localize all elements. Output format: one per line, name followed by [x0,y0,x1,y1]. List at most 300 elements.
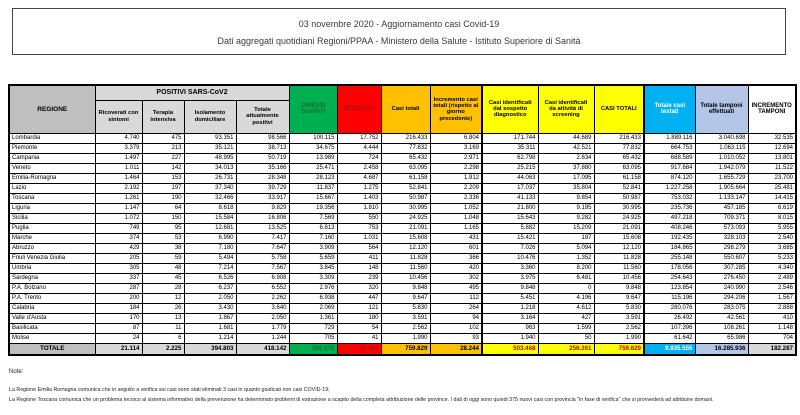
data-cell: 93.351 [184,133,236,143]
data-cell: 3.379 [95,143,142,153]
data-cell: 475 [142,133,184,143]
data-cell: 15.608 [381,233,430,243]
data-cell: 21.091 [594,223,644,233]
header-row-group [9,85,796,100]
data-cell: 2.971 [430,153,482,163]
data-cell: 42.521 [538,143,594,153]
data-cell: 6.237 [184,283,236,293]
data-cell: 115.196 [644,293,695,303]
data-cell: 724 [337,153,381,163]
data-cell: 550 [337,213,381,223]
data-cell: 601 [430,243,482,253]
region-name: Sicilia [9,213,95,223]
table-row [9,233,796,243]
data-cell: 9.854 [538,193,594,203]
data-cell: 171.744 [482,133,538,143]
col-header-deceduti: DECEDUTI [337,85,381,133]
data-cell: 704 [748,333,796,343]
data-cell: 264 [430,303,482,313]
data-cell: 6.990 [184,233,236,243]
data-cell: 50.719 [236,153,289,163]
totale-cell: 503.468 [482,343,538,355]
data-cell: 41.133 [482,193,538,203]
data-cell: 33.917 [236,193,289,203]
col-header-incremento-tamponi: INCREMENTO TAMPONI [748,85,796,133]
data-cell: 280.076 [644,303,695,313]
data-cell: 41 [337,333,381,343]
region-name: Friuli Venezia Giulia [9,253,95,263]
data-cell: 108.261 [695,323,748,333]
table-row [9,243,796,253]
totale-cell: 2.225 [142,343,184,355]
data-cell: 235.736 [644,203,695,213]
data-cell: 38.713 [236,143,289,153]
data-cell: 5.094 [538,243,594,253]
data-cell: 65.432 [381,153,430,163]
data-cell: 17.095 [538,173,594,183]
data-cell: 14.415 [748,193,796,203]
data-cell: 35.804 [538,183,594,193]
data-cell: 3.685 [748,243,796,253]
data-cell: 276.450 [695,273,748,283]
data-cell: 2.489 [748,273,796,283]
data-cell: 2.634 [538,153,594,163]
data-cell: 3.164 [482,313,538,323]
data-cell: 3.360 [482,263,538,273]
data-cell: 2.540 [748,233,796,243]
table-row [9,223,796,233]
data-cell: 2.562 [594,323,644,333]
table-row [9,253,796,263]
data-cell: 1.133.147 [695,193,748,203]
data-cell: 1.681 [184,323,236,333]
data-cell: 6.552 [236,283,289,293]
data-cell: 30.995 [594,203,644,213]
data-cell: 254.643 [644,273,695,283]
table-row [9,153,796,163]
notes-section [9,369,789,405]
data-cell: 7.569 [289,213,337,223]
data-cell: 148 [337,263,381,273]
data-cell: 12.694 [748,143,796,153]
data-cell: 34.675 [289,143,337,153]
totale-cell: 418.142 [236,343,289,355]
data-cell: 65.432 [594,153,644,163]
data-cell: 48 [142,263,184,273]
data-cell: 1.052 [430,203,482,213]
data-cell: 42.561 [695,313,748,323]
data-cell: 427 [538,313,594,323]
data-cell: 17.037 [482,183,538,193]
data-cell: 6.481 [538,273,594,283]
data-cell: 1.244 [236,333,289,343]
data-cell: 10.456 [381,273,430,283]
totale-cell: 302.275 [289,343,337,355]
data-cell: 6.908 [236,273,289,283]
data-cell: 1.403 [337,193,381,203]
region-name: Valle d'Aosta [9,313,95,323]
data-cell: 2.262 [236,293,289,303]
data-cell: 153 [142,173,184,183]
data-cell: 4.444 [337,143,381,153]
data-cell: 9.647 [594,293,644,303]
data-cell: 3.040.698 [695,133,748,143]
data-cell: 2.192 [95,183,142,193]
data-cell: 1.072 [95,213,142,223]
col-header-casi-totali-2: CASI TOTALI [594,85,644,133]
data-cell: 2.458 [337,163,381,173]
data-cell: 1.599 [538,323,594,333]
data-cell: 5.233 [748,253,796,263]
data-cell: 227 [142,153,184,163]
data-cell: 142 [142,163,184,173]
data-cell: 112 [430,293,482,303]
data-cell: 6.813 [289,223,337,233]
data-cell: 1.464 [95,173,142,183]
col-header-isolamento: Isolamento domiciliare [184,100,236,133]
data-cell: 302 [430,273,482,283]
data-cell: 93 [430,333,482,343]
region-name: Lombardia [9,133,95,143]
data-cell: 7.026 [482,243,538,253]
data-cell: 37.340 [184,183,236,193]
totale-cell: 21.114 [95,343,142,355]
data-cell: 283.075 [695,303,748,313]
col-header-totale-positivi: Totale attualmente positivi [236,100,289,133]
data-cell: 17.752 [337,133,381,143]
data-cell: 749 [95,223,142,233]
data-cell: 8.618 [184,203,236,213]
table-row [9,133,796,143]
title-box [12,8,786,55]
data-cell: 44.689 [538,133,594,143]
totale-cell: 256.361 [538,343,594,355]
data-cell: 15.667 [289,193,337,203]
table-row [9,143,796,153]
data-cell: 15.643 [482,213,538,223]
data-cell: 50 [538,333,594,343]
table-row [9,313,796,323]
data-cell: 294.206 [695,293,748,303]
data-cell: 107.396 [644,323,695,333]
region-name: P.A. Bolzano [9,283,95,293]
data-cell: 35.166 [236,163,289,173]
data-cell: 1.567 [748,293,796,303]
data-cell: 13.525 [236,223,289,233]
title-line-2: Dati aggregati quotidiani Regioni/PPAA - Ministero della Salute - Istituto Superiore di Sanità [217,36,581,46]
data-cell: 87 [95,323,142,333]
data-cell: 15.421 [482,233,538,243]
table-row [9,323,796,333]
data-cell: 431 [430,233,482,243]
data-cell: 320 [337,283,381,293]
data-cell: 5.830 [594,303,644,313]
data-cell: 917.684 [644,163,695,173]
data-cell: 3.430 [184,303,236,313]
data-cell: 8.015 [748,213,796,223]
data-cell: 2.069 [289,303,337,313]
data-cell: 11.828 [594,253,644,263]
data-cell: 52.841 [594,183,644,193]
region-name: P.A. Trento [9,293,95,303]
title-line-1: 03 novembre 2020 - Aggiornamento casi Covid-19 [298,19,500,29]
region-name: Campania [9,153,95,163]
data-cell: 2.050 [184,293,236,303]
data-cell: 10.456 [594,273,644,283]
totale-cell: 39.412 [337,343,381,355]
col-header-terapia-intensiva: Terapia intensiva [142,100,184,133]
data-cell: 25.215 [482,163,538,173]
data-cell: 2.050 [236,313,289,323]
data-cell: 6.526 [184,273,236,283]
data-cell: 8.200 [538,263,594,273]
data-cell: 44.063 [482,173,538,183]
data-cell: 12.120 [594,243,644,253]
table-row [9,213,796,223]
data-cell: 1.048 [430,213,482,223]
data-cell: 709.371 [695,213,748,223]
table-row [9,333,796,343]
data-cell: 13.989 [289,153,337,163]
table-row [9,283,796,293]
data-cell: 12 [142,293,184,303]
data-cell: 874.120 [644,173,695,183]
data-cell: 37.880 [538,163,594,173]
data-cell: 1.810 [337,203,381,213]
data-cell: 123.854 [644,283,695,293]
data-cell: 4.196 [538,293,594,303]
data-cell: 63.095 [594,163,644,173]
totale-cell: 759.829 [381,343,430,355]
data-cell: 19.356 [289,203,337,213]
data-cell: 45 [142,273,184,283]
data-cell: 2.888 [748,303,796,313]
data-cell: 13.801 [748,153,796,163]
data-cell: 187 [538,233,594,243]
col-header-sospetto-diagnostico: Casi identificati dal sospetto diagnostico [482,85,538,133]
data-cell: 1.011 [95,163,142,173]
data-cell: 1.214 [184,333,236,343]
table-row [9,173,796,183]
data-cell: 205 [95,253,142,263]
data-cell: 30.995 [381,203,430,213]
data-cell: 1.990 [594,333,644,343]
data-cell: 48.995 [184,153,236,163]
data-cell: 50.987 [381,193,430,203]
table-row [9,303,796,313]
data-cell: 180 [337,313,381,323]
data-cell: 7.417 [236,233,289,243]
data-cell: 65.986 [695,333,748,343]
data-cell: 374 [95,233,142,243]
table-row [9,203,796,213]
data-cell: 98.566 [236,133,289,143]
data-cell: 61.642 [644,333,695,343]
data-cell: 150 [142,213,184,223]
data-cell: 6.938 [289,293,337,303]
data-cell: 12.120 [381,243,430,253]
data-cell: 170 [95,313,142,323]
data-cell: 705 [289,333,337,343]
data-cell: 1.361 [289,313,337,323]
table-row [9,183,796,193]
data-cell: 1.063.115 [695,143,748,153]
data-cell: 1.940 [482,333,538,343]
totale-cell: 759.829 [594,343,644,355]
data-cell: 11.560 [594,263,644,273]
data-cell: 24.925 [594,213,644,223]
table-row [9,193,796,203]
data-cell: 3.309 [289,273,337,283]
data-cell: 2.209 [430,183,482,193]
data-cell: 5.830 [381,303,430,313]
data-cell: 1.165 [430,223,482,233]
data-cell: 1.889.116 [644,133,695,143]
data-cell: 753 [337,223,381,233]
data-cell: 190 [142,193,184,203]
col-header-ricoverati: Ricoverati con sintomi [95,100,142,133]
col-group-positivi-sars-cov2: POSITIVI SARS-CoV2 [95,85,289,100]
data-cell: 3.169 [430,143,482,153]
data-cell: 5.758 [236,253,289,263]
data-cell: 9.282 [538,213,594,223]
table-row [9,293,796,303]
data-cell: 2.976 [289,283,337,293]
data-cell: 564 [337,243,381,253]
data-cell: 447 [337,293,381,303]
data-cell: 3.909 [289,243,337,253]
data-cell: 26.492 [644,313,695,323]
data-cell: 4.687 [337,173,381,183]
data-cell: 1.275 [337,183,381,193]
data-cell: 550.607 [695,253,748,263]
data-cell: 7.214 [184,263,236,273]
data-cell: 495 [430,283,482,293]
data-cell: 94 [430,313,482,323]
note-line-2: La Regione Toscana comunica che un problema tecnico al sistema informativo della prevenzione ha determinato problemi di estrazione a scapito della completa attribuzione delle province. I dati di oggi sono quindi 375 nuovi casi con provincia "in fase di verifica" che si provvederà ad attribuire domani. [9,397,714,403]
data-cell: 15.608 [594,233,644,243]
data-cell: 2.336 [430,193,482,203]
data-cell: 64 [142,203,184,213]
region-name: Calabria [9,303,95,313]
data-cell: 1.147 [95,203,142,213]
data-cell: 77.832 [594,143,644,153]
data-cell: 298.279 [695,243,748,253]
data-cell: 420 [430,263,482,273]
region-name: Liguria [9,203,95,213]
col-header-casi-testati: Totale casi testati [644,85,695,133]
data-cell: 32.535 [748,133,796,143]
data-cell: 50.987 [594,193,644,203]
data-cell: 1.655.729 [695,173,748,183]
data-cell: 52.841 [381,183,430,193]
data-cell: 21.800 [482,203,538,213]
data-cell: 184.865 [644,243,695,253]
data-cell: 59 [142,253,184,263]
col-header-tamponi: Totale tamponi effettuati [695,85,748,133]
data-cell: 62.798 [482,153,538,163]
data-cell: 1.867 [184,313,236,323]
data-cell: 408.246 [644,223,695,233]
data-cell: 328.103 [695,233,748,243]
data-cell: 337 [95,273,142,283]
table-row [9,263,796,273]
data-cell: 3.975 [482,273,538,283]
data-cell: 5.659 [289,253,337,263]
data-cell: 11.828 [381,253,430,263]
table-row [9,163,796,173]
data-cell: 287 [95,283,142,293]
data-cell: 1.779 [236,323,289,333]
data-cell: 1.905.664 [695,183,748,193]
data-cell: 729 [289,323,337,333]
data-cell: 39.729 [236,183,289,193]
totale-cell: 182.287 [748,343,796,355]
data-cell: 753.032 [644,193,695,203]
data-cell: 15.584 [184,213,236,223]
region-name: Sardegna [9,273,95,283]
data-cell: 11.522 [748,163,796,173]
region-name: Veneto [9,163,95,173]
region-name: Umbria [9,263,95,273]
data-cell: 13 [142,313,184,323]
data-cell: 664.753 [644,143,695,153]
data-cell: 2.562 [381,323,430,333]
data-cell: 54 [337,323,381,333]
region-name: Molise [9,333,95,343]
data-cell: 25.481 [748,183,796,193]
data-cell: 5.451 [482,293,538,303]
data-cell: 9.647 [381,293,430,303]
data-cell: 497.218 [644,213,695,223]
totale-cell: 16.285.936 [695,343,748,355]
data-cell: 255.148 [644,253,695,263]
data-cell: 5.955 [748,223,796,233]
data-cell: 7.160 [289,233,337,243]
data-cell: 3.845 [289,263,337,273]
note-line-1: La Regione Emilia Romagna comunica che in seguito a verifica sui casi sono stati eliminati 3 casi in quanto giudicati non casi COVID-19; [9,387,330,393]
data-cell: 4.612 [538,303,594,313]
data-cell: 7.180 [184,243,236,253]
data-cell: 2.298 [430,163,482,173]
data-cell: 1.031 [337,233,381,243]
data-cell: 11 [142,323,184,333]
data-cell: 35.311 [482,143,538,153]
data-cell: 200 [95,293,142,303]
notes-title: Note: [9,369,24,375]
data-cell: 1.010.052 [695,153,748,163]
data-cell: 429 [95,243,142,253]
data-cell: 410 [748,313,796,323]
data-cell: 9.195 [538,203,594,213]
data-cell: 100.115 [289,133,337,143]
data-cell: 3.640 [236,303,289,313]
data-cell: 12.681 [184,223,236,233]
data-cell: 305 [95,263,142,273]
totale-cell: 394.803 [184,343,236,355]
data-cell: 1.148 [748,323,796,333]
data-cell: 10.476 [482,253,538,263]
table-body [9,133,796,343]
col-header-dimessi-guariti: DIMESSI GUARITI [289,85,337,133]
region-name: Marche [9,233,95,243]
data-cell: 1.218 [482,303,538,313]
data-cell: 121 [337,303,381,313]
data-cell: 24.925 [381,213,430,223]
totale-label: TOTALE [9,343,95,355]
col-header-casi-totali: Casi totali [381,85,430,133]
region-name: Lazio [9,183,95,193]
